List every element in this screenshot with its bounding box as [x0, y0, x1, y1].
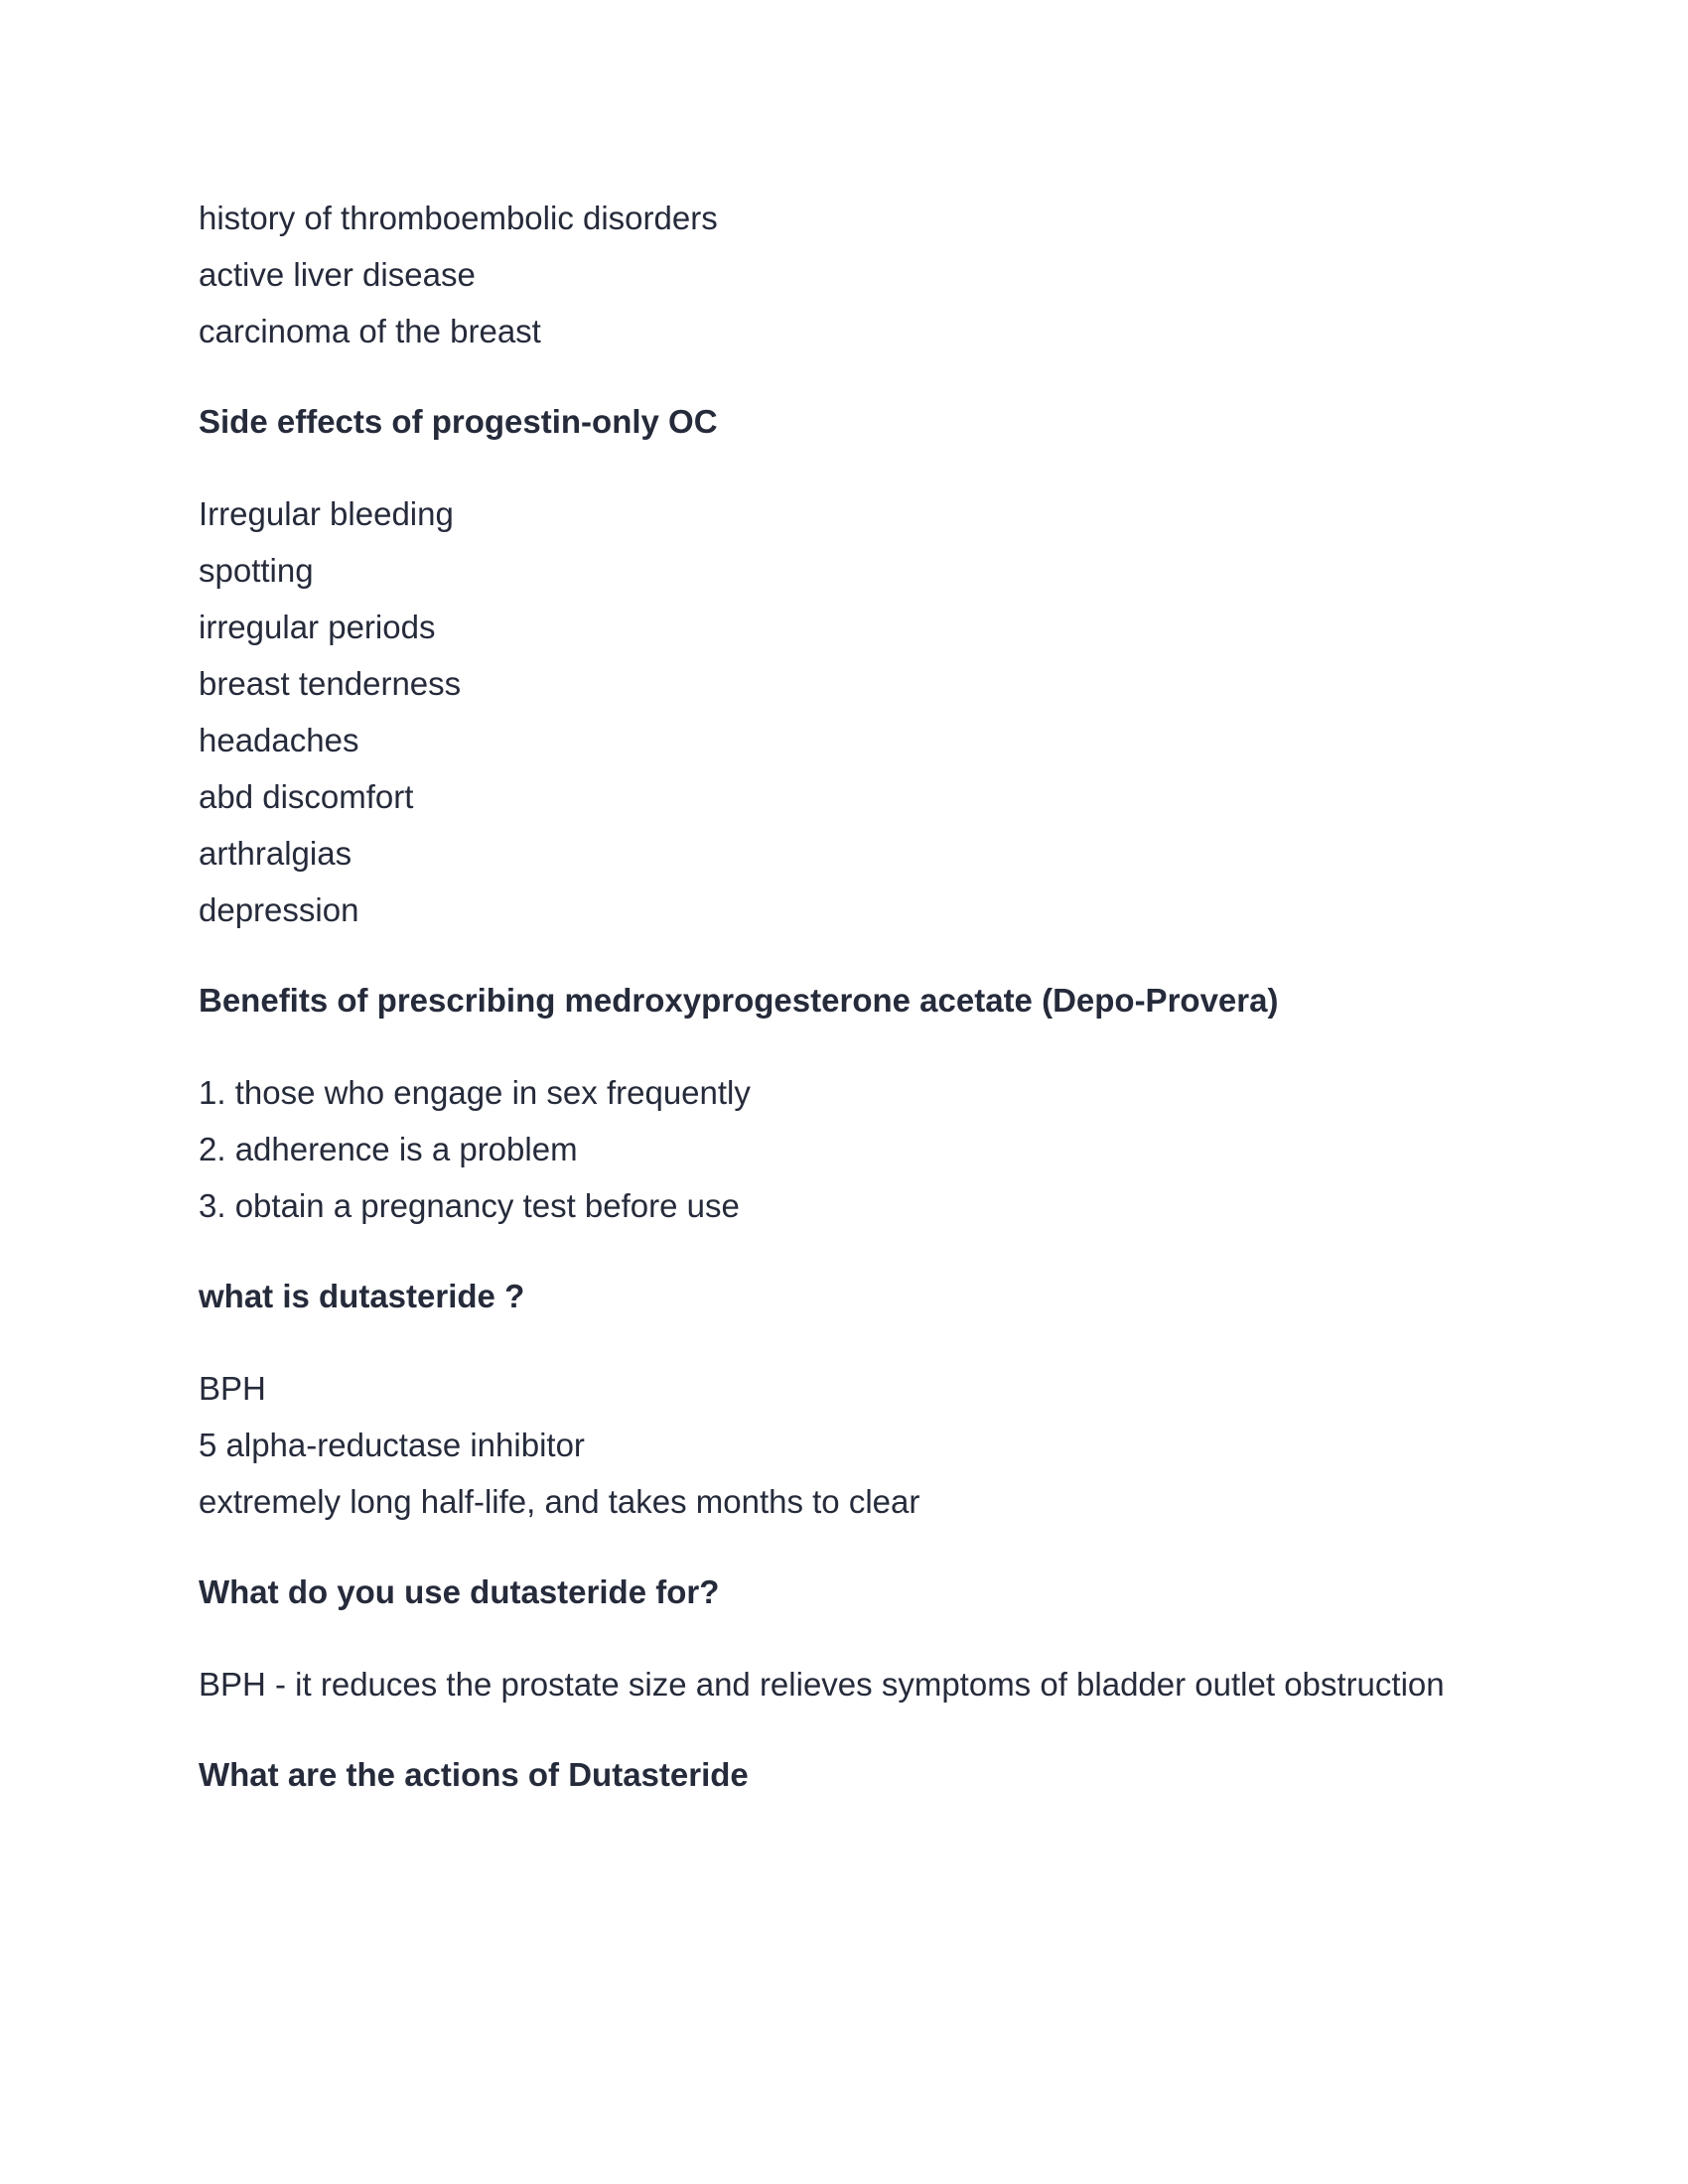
section-heading: Side effects of progestin-only OC [199, 403, 718, 440]
section-heading: what is dutasteride ? [199, 1278, 525, 1314]
section-dutasteride-actions [199, 1746, 1489, 1803]
list-item: BPH - it reduces the prostate size and relieves symptoms of bladder outlet obstruction [199, 1666, 1445, 1703]
section-dutasteride-use [199, 1564, 1489, 1712]
list-item: extremely long half-life, and takes months to clear [199, 1483, 920, 1520]
document-page [199, 190, 1489, 1839]
list-item: active liver disease [199, 256, 476, 293]
section-side-effects [199, 393, 1489, 938]
list-item: BPH [199, 1370, 266, 1407]
list-item: abd discomfort [199, 778, 414, 815]
list-item: depression [199, 891, 359, 928]
list-item: Irregular bleeding [199, 495, 454, 532]
list-item: 2. adherence is a problem [199, 1131, 578, 1167]
list-item: history of thromboembolic disorders [199, 200, 718, 236]
section-heading: Benefits of prescribing medroxyprogesterone acetate (Depo-Provera) [199, 982, 1279, 1019]
list-item: irregular periods [199, 609, 436, 645]
list-item: spotting [199, 552, 314, 589]
section-benefits [199, 972, 1489, 1234]
list-item: breast tenderness [199, 665, 462, 702]
section-what-is-dutasteride [199, 1268, 1489, 1530]
list-item: carcinoma of the breast [199, 313, 541, 349]
intro-list [199, 190, 1489, 359]
list-item: arthralgias [199, 835, 352, 872]
list-item: 1. those who engage in sex frequently [199, 1074, 751, 1111]
section-heading: What do you use dutasteride for? [199, 1573, 720, 1610]
section-heading: What are the actions of Dutasteride [199, 1756, 749, 1793]
list-item: headaches [199, 722, 359, 758]
list-item: 3. obtain a pregnancy test before use [199, 1187, 740, 1224]
list-item: 5 alpha-reductase inhibitor [199, 1427, 585, 1463]
